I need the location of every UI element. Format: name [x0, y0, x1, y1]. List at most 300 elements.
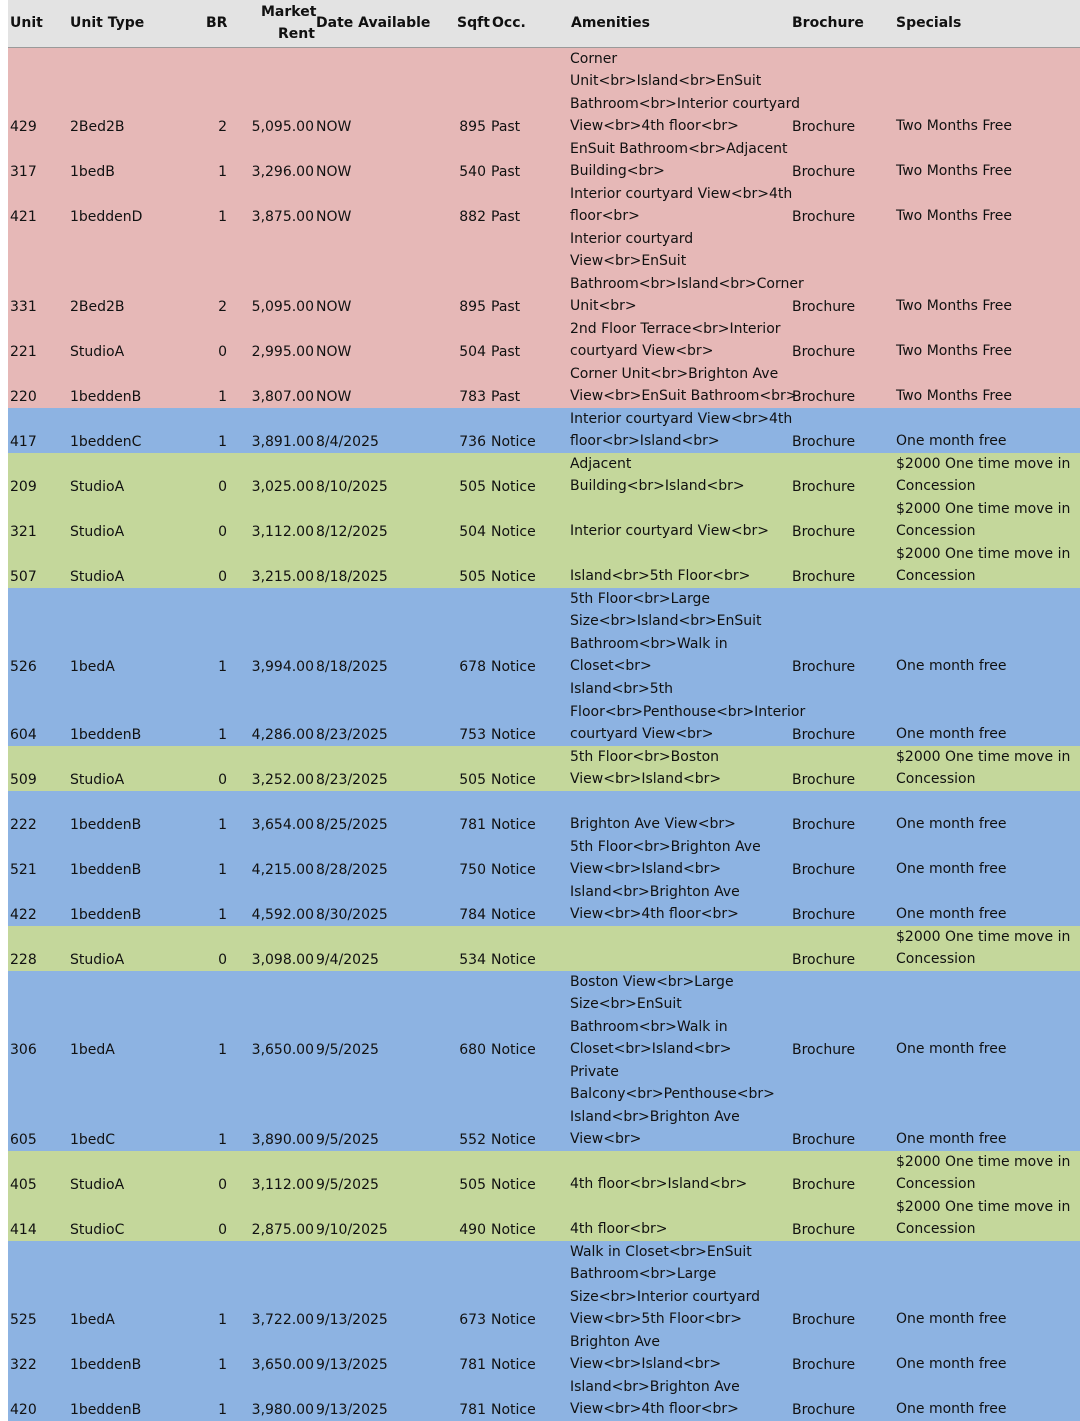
- amenity-line: 5th Floor<br>Brighton Ave: [570, 838, 761, 855]
- table-row: [8, 363, 1080, 408]
- cell-specials: [896, 1398, 1080, 1421]
- cell-date-available: NOW: [316, 389, 352, 405]
- cell-amenities: [570, 318, 800, 363]
- cell-unit-type: 1beddenB: [70, 817, 142, 833]
- cell-brochure[interactable]: Brochure: [792, 1132, 856, 1148]
- cell-date-available: NOW: [316, 209, 352, 225]
- special-line: Two Months Free: [896, 343, 1013, 360]
- cell-occ: Notice: [491, 862, 536, 878]
- table-row: [8, 498, 1080, 543]
- table-header: [8, 0, 1080, 48]
- cell-specials: [896, 385, 1080, 408]
- cell-unit-type: 2Bed2B: [70, 119, 125, 135]
- amenity-line: 4th floor<br>: [570, 1221, 668, 1238]
- special-line: One month free: [896, 861, 1007, 878]
- cell-sqft: 736: [459, 434, 486, 450]
- special-line: Two Months Free: [896, 163, 1013, 180]
- cell-brochure[interactable]: Brochure: [792, 727, 856, 743]
- cell-market-rent: 3,215.00: [251, 569, 314, 585]
- cell-br: 1: [218, 1042, 227, 1058]
- cell-unit: 422: [10, 907, 37, 923]
- special-line: One month free: [896, 1131, 1007, 1148]
- cell-br: 2: [218, 119, 227, 135]
- amenity-line: Interior courtyard View<br>: [570, 523, 769, 540]
- cell-unit: 209: [10, 479, 37, 495]
- cell-amenities: [570, 588, 800, 678]
- special-line: One month free: [896, 726, 1007, 743]
- header-brochure: Brochure: [792, 15, 864, 31]
- table-row: [8, 138, 1080, 183]
- cell-market-rent: 5,095.00: [251, 299, 314, 315]
- special-line: Concession: [896, 771, 976, 788]
- cell-amenities: [570, 228, 804, 318]
- special-line: One month free: [896, 1041, 1007, 1058]
- amenity-line: Bathroom<br>Island<br>Corner: [570, 275, 804, 292]
- cell-unit-type: StudioA: [70, 524, 125, 540]
- cell-br: 0: [218, 344, 227, 360]
- amenity-line: Island<br>5th Floor<br>: [570, 568, 751, 585]
- cell-date-available: 9/5/2025: [316, 1177, 379, 1193]
- cell-occ: Past: [491, 389, 521, 405]
- cell-unit: 605: [10, 1132, 37, 1148]
- amenity-line: 5th Floor<br>Boston: [570, 748, 720, 765]
- cell-date-available: 8/12/2025: [316, 524, 388, 540]
- cell-unit-type: 1beddenB: [70, 727, 142, 743]
- header-market-rent-line1: Market: [261, 4, 317, 20]
- cell-br: 1: [218, 389, 227, 405]
- cell-brochure[interactable]: Brochure: [792, 569, 856, 585]
- cell-amenities: [570, 565, 800, 588]
- cell-occ: Notice: [491, 1042, 536, 1058]
- amenity-line: 4th floor<br>Island<br>: [570, 1176, 748, 1193]
- cell-br: 0: [218, 569, 227, 585]
- cell-brochure[interactable]: Brochure: [792, 1402, 856, 1418]
- cell-occ: Notice: [491, 817, 536, 833]
- cell-amenities: [570, 1218, 800, 1241]
- table-row: [8, 881, 1080, 926]
- cell-unit-type: 1beddenB: [70, 907, 142, 923]
- cell-unit: 306: [10, 1042, 37, 1058]
- cell-br: 1: [218, 1132, 227, 1148]
- cell-market-rent: 3,098.00: [251, 952, 314, 968]
- cell-market-rent: 2,875.00: [251, 1222, 314, 1238]
- amenity-line: Closet<br>: [570, 658, 652, 675]
- cell-brochure[interactable]: Brochure: [792, 907, 856, 923]
- cell-occ: Notice: [491, 569, 536, 585]
- cell-date-available: 9/5/2025: [316, 1042, 379, 1058]
- cell-br: 1: [218, 1402, 227, 1418]
- amenity-line: Unit<br>Island<br>EnSuit: [570, 73, 762, 90]
- cell-date-available: 9/13/2025: [316, 1357, 388, 1373]
- amenity-line: Private: [570, 1063, 619, 1080]
- cell-specials: [896, 1196, 1080, 1241]
- cell-unit: 221: [10, 344, 37, 360]
- header-specials: Specials: [896, 15, 962, 31]
- amenity-line: Balcony<br>Penthouse<br>: [570, 1086, 775, 1103]
- cell-sqft: 504: [459, 344, 486, 360]
- cell-specials: [896, 430, 1080, 453]
- cell-occ: Past: [491, 209, 521, 225]
- cell-market-rent: 4,215.00: [251, 862, 314, 878]
- table-row: [8, 926, 1080, 971]
- cell-specials: [896, 1038, 1080, 1061]
- amenity-line: View<br>4th floor<br>: [570, 118, 739, 135]
- header-amenities: Amenities: [571, 15, 651, 31]
- cell-unit: 509: [10, 772, 37, 788]
- cell-brochure[interactable]: Brochure: [792, 164, 856, 180]
- cell-brochure[interactable]: Brochure: [792, 1177, 856, 1193]
- amenity-line: View<br>EnSuit: [570, 253, 687, 270]
- cell-market-rent: 3,296.00: [251, 164, 314, 180]
- cell-br: 1: [218, 1312, 227, 1328]
- amenity-line: View<br>4th floor<br>: [570, 906, 739, 923]
- header-sqft: Sqft: [457, 15, 490, 31]
- cell-specials: [896, 1128, 1080, 1151]
- special-line: $2000 One time move in: [896, 545, 1071, 562]
- cell-unit: 414: [10, 1222, 37, 1238]
- amenity-line: Size<br>Interior courtyard: [570, 1288, 761, 1305]
- cell-br: 1: [218, 862, 227, 878]
- table-row: [8, 183, 1080, 228]
- cell-specials: [896, 1308, 1080, 1331]
- amenity-line: Island<br>Brighton Ave: [570, 1108, 740, 1125]
- cell-market-rent: 4,286.00: [251, 727, 314, 743]
- cell-unit: 604: [10, 727, 37, 743]
- cell-brochure[interactable]: Brochure: [792, 817, 856, 833]
- table-row: [8, 1376, 1080, 1421]
- cell-occ: Notice: [491, 434, 536, 450]
- cell-date-available: 8/23/2025: [316, 727, 388, 743]
- cell-date-available: NOW: [316, 299, 352, 315]
- cell-unit: 405: [10, 1177, 37, 1193]
- cell-amenities: [570, 1173, 800, 1196]
- table-row: [8, 1151, 1080, 1196]
- cell-specials: [896, 655, 1080, 678]
- amenity-line: View<br>Island<br>: [570, 1356, 722, 1373]
- cell-unit-type: 1bedA: [70, 659, 115, 675]
- amenity-line: Bathroom<br>Walk in: [570, 635, 728, 652]
- cell-br: 1: [218, 1357, 227, 1373]
- special-line: $2000 One time move in: [896, 748, 1071, 765]
- cell-unit: 417: [10, 434, 37, 450]
- cell-brochure[interactable]: Brochure: [792, 524, 856, 540]
- special-line: Two Months Free: [896, 118, 1013, 135]
- cell-market-rent: 5,095.00: [251, 119, 314, 135]
- cell-specials: [896, 160, 1080, 183]
- cell-br: 0: [218, 772, 227, 788]
- amenity-line: View<br>: [570, 1131, 642, 1148]
- cell-sqft: 680: [459, 1042, 486, 1058]
- cell-sqft: 505: [459, 479, 486, 495]
- amenity-line: Brighton Ave: [570, 1333, 661, 1350]
- amenity-line: Island<br>5th: [570, 681, 674, 698]
- cell-specials: [896, 115, 1080, 138]
- cell-specials: [896, 926, 1080, 971]
- cell-amenities: [570, 746, 800, 791]
- cell-occ: Past: [491, 344, 521, 360]
- cell-amenities: [570, 836, 800, 881]
- cell-specials: [896, 340, 1080, 363]
- cell-br: 2: [218, 299, 227, 315]
- cell-date-available: 8/25/2025: [316, 817, 388, 833]
- header-unit: Unit: [10, 15, 43, 31]
- amenity-line: Bathroom<br>Interior courtyard: [570, 95, 801, 112]
- cell-unit-type: StudioA: [70, 952, 125, 968]
- cell-sqft: 753: [459, 727, 486, 743]
- cell-br: 1: [218, 434, 227, 450]
- special-line: One month free: [896, 1311, 1007, 1328]
- cell-occ: Notice: [491, 524, 536, 540]
- cell-date-available: 9/13/2025: [316, 1312, 388, 1328]
- cell-unit: 507: [10, 569, 37, 585]
- cell-market-rent: 3,890.00: [251, 1132, 314, 1148]
- cell-market-rent: 3,875.00: [251, 209, 314, 225]
- cell-market-rent: 3,807.00: [251, 389, 314, 405]
- cell-sqft: 504: [459, 524, 486, 540]
- cell-brochure[interactable]: Brochure: [792, 1222, 856, 1238]
- cell-specials: [896, 903, 1080, 926]
- cell-market-rent: 3,252.00: [251, 772, 314, 788]
- cell-specials: [896, 453, 1080, 498]
- amenity-line: Closet<br>Island<br>: [570, 1041, 732, 1058]
- cell-occ: Past: [491, 299, 521, 315]
- cell-unit: 331: [10, 299, 37, 315]
- cell-unit-type: StudioA: [70, 569, 125, 585]
- amenity-line: courtyard View<br>: [570, 726, 714, 743]
- table-row: [8, 408, 1080, 453]
- amenity-line: Interior courtyard: [570, 230, 694, 247]
- cell-date-available: NOW: [316, 344, 352, 360]
- amenity-line: Interior courtyard View<br>4th: [570, 185, 793, 202]
- header-occ: Occ.: [492, 15, 526, 31]
- cell-sqft: 505: [459, 1177, 486, 1193]
- cell-brochure[interactable]: Brochure: [792, 862, 856, 878]
- cell-sqft: 505: [459, 772, 486, 788]
- cell-date-available: 8/30/2025: [316, 907, 388, 923]
- cell-date-available: 8/18/2025: [316, 659, 388, 675]
- cell-market-rent: 3,112.00: [251, 524, 314, 540]
- cell-unit-type: StudioA: [70, 479, 125, 495]
- cell-occ: Notice: [491, 1222, 536, 1238]
- special-line: One month free: [896, 906, 1007, 923]
- amenity-line: Corner: [570, 50, 618, 67]
- table-row: [8, 836, 1080, 881]
- cell-brochure[interactable]: Brochure: [792, 434, 856, 450]
- cell-sqft: 784: [459, 907, 486, 923]
- table-row: [8, 48, 1080, 138]
- cell-brochure[interactable]: Brochure: [792, 772, 856, 788]
- cell-market-rent: 3,980.00: [251, 1402, 314, 1418]
- amenity-line: Building<br>Island<br>: [570, 478, 745, 495]
- cell-unit: 317: [10, 164, 37, 180]
- cell-brochure[interactable]: Brochure: [792, 659, 856, 675]
- cell-unit-type: 1bedC: [70, 1132, 116, 1148]
- cell-amenities: [570, 453, 800, 498]
- special-line: Concession: [896, 568, 976, 585]
- table-row: [8, 453, 1080, 498]
- special-line: One month free: [896, 1401, 1007, 1418]
- cell-amenities: [570, 48, 800, 138]
- special-line: Concession: [896, 478, 976, 495]
- cell-date-available: 8/18/2025: [316, 569, 388, 585]
- cell-sqft: 781: [459, 817, 486, 833]
- cell-unit-type: StudioA: [70, 1177, 125, 1193]
- cell-sqft: 895: [459, 299, 486, 315]
- cell-unit: 222: [10, 817, 37, 833]
- table-row: [8, 543, 1080, 588]
- cell-br: 0: [218, 479, 227, 495]
- special-line: Two Months Free: [896, 298, 1013, 315]
- cell-specials: [896, 1353, 1080, 1376]
- cell-unit-type: 1bedB: [70, 164, 115, 180]
- special-line: One month free: [896, 658, 1007, 675]
- cell-market-rent: 3,650.00: [251, 1042, 314, 1058]
- cell-unit: 322: [10, 1357, 37, 1373]
- cell-br: 0: [218, 952, 227, 968]
- amenity-line: View<br>EnSuit Bathroom<br>: [570, 388, 798, 405]
- cell-unit: 521: [10, 862, 37, 878]
- table-row: [8, 678, 1080, 746]
- cell-amenities: [570, 183, 800, 228]
- special-line: Concession: [896, 1221, 976, 1238]
- cell-amenities: [570, 138, 800, 183]
- cell-brochure[interactable]: Brochure: [792, 1312, 856, 1328]
- amenity-line: Floor<br>Penthouse<br>Interior: [570, 703, 806, 720]
- amenity-line: Building<br>: [570, 163, 665, 180]
- cell-date-available: 9/4/2025: [316, 952, 379, 968]
- cell-sqft: 750: [459, 862, 486, 878]
- special-line: Concession: [896, 523, 976, 540]
- amenity-line: Corner Unit<br>Brighton Ave: [570, 365, 779, 382]
- cell-br: 0: [218, 1177, 227, 1193]
- cell-market-rent: 3,722.00: [251, 1312, 314, 1328]
- cell-amenities: [570, 1061, 800, 1151]
- amenity-line: Island<br>Brighton Ave: [570, 883, 740, 900]
- cell-unit-type: 1beddenB: [70, 862, 142, 878]
- amenity-line: courtyard View<br>: [570, 343, 714, 360]
- cell-specials: [896, 813, 1080, 836]
- table-row: [8, 746, 1080, 791]
- cell-brochure[interactable]: Brochure: [792, 344, 856, 360]
- cell-unit-type: 1beddenD: [70, 209, 143, 225]
- cell-specials: [896, 205, 1080, 228]
- cell-amenities: [570, 881, 800, 926]
- cell-br: 1: [218, 659, 227, 675]
- special-line: Concession: [896, 1176, 976, 1193]
- header-unit-type: Unit Type: [70, 15, 145, 31]
- cell-unit-type: StudioA: [70, 772, 125, 788]
- cell-brochure[interactable]: Brochure: [792, 1357, 856, 1373]
- cell-unit-type: 1beddenB: [70, 1402, 142, 1418]
- amenity-line: Brighton Ave View<br>: [570, 816, 736, 833]
- cell-occ: Notice: [491, 907, 536, 923]
- cell-occ: Notice: [491, 1402, 536, 1418]
- amenity-line: 2nd Floor Terrace<br>Interior: [570, 320, 781, 337]
- special-line: Two Months Free: [896, 388, 1013, 405]
- cell-unit: 526: [10, 659, 37, 675]
- cell-date-available: 8/10/2025: [316, 479, 388, 495]
- table-row: [8, 1196, 1080, 1241]
- cell-unit: 525: [10, 1312, 37, 1328]
- table-row: [8, 1241, 1080, 1331]
- cell-unit-type: 1beddenB: [70, 1357, 142, 1373]
- cell-occ: Past: [491, 119, 521, 135]
- special-line: One month free: [896, 1356, 1007, 1373]
- cell-unit-type: 2Bed2B: [70, 299, 125, 315]
- cell-unit-type: StudioC: [70, 1222, 125, 1238]
- cell-market-rent: 3,650.00: [251, 1357, 314, 1373]
- special-line: Concession: [896, 951, 976, 968]
- special-line: $2000 One time move in: [896, 928, 1071, 945]
- amenity-line: Boston View<br>Large: [570, 973, 734, 990]
- cell-sqft: 781: [459, 1357, 486, 1373]
- special-line: $2000 One time move in: [896, 455, 1071, 472]
- cell-brochure[interactable]: Brochure: [792, 1042, 856, 1058]
- cell-specials: [896, 498, 1080, 543]
- cell-brochure[interactable]: Brochure: [792, 389, 856, 405]
- cell-amenities: [570, 678, 806, 746]
- cell-brochure[interactable]: Brochure: [792, 209, 856, 225]
- cell-date-available: 8/4/2025: [316, 434, 379, 450]
- cell-sqft: 490: [459, 1222, 486, 1238]
- cell-brochure[interactable]: Brochure: [792, 952, 856, 968]
- cell-sqft: 678: [459, 659, 486, 675]
- cell-date-available: NOW: [316, 164, 352, 180]
- special-line: One month free: [896, 816, 1007, 833]
- cell-unit: 420: [10, 1402, 37, 1418]
- cell-brochure[interactable]: Brochure: [792, 299, 856, 315]
- cell-market-rent: 3,025.00: [251, 479, 314, 495]
- cell-occ: Notice: [491, 1177, 536, 1193]
- cell-occ: Notice: [491, 659, 536, 675]
- cell-date-available: 9/10/2025: [316, 1222, 388, 1238]
- amenity-line: Size<br>Island<br>EnSuit: [570, 613, 762, 630]
- cell-market-rent: 2,995.00: [251, 344, 314, 360]
- cell-brochure[interactable]: Brochure: [792, 119, 856, 135]
- cell-unit-type: 1bedA: [70, 1042, 115, 1058]
- cell-occ: Notice: [491, 1312, 536, 1328]
- cell-unit-type: 1bedA: [70, 1312, 115, 1328]
- header-br: BR: [206, 15, 228, 31]
- amenity-line: Size<br>EnSuit: [570, 996, 682, 1013]
- cell-amenities: [570, 363, 800, 408]
- amenity-line: View<br>5th Floor<br>: [570, 1311, 742, 1328]
- cell-sqft: 781: [459, 1402, 486, 1418]
- special-line: One month free: [896, 433, 1007, 450]
- amenity-line: Interior courtyard View<br>4th: [570, 410, 793, 427]
- cell-sqft: 673: [459, 1312, 486, 1328]
- cell-occ: Notice: [491, 1357, 536, 1373]
- cell-market-rent: 4,592.00: [251, 907, 314, 923]
- cell-occ: Notice: [491, 772, 536, 788]
- cell-specials: [896, 1151, 1080, 1196]
- amenity-line: Adjacent: [570, 455, 632, 472]
- amenity-line: Unit<br>: [570, 298, 637, 315]
- special-line: $2000 One time move in: [896, 1198, 1071, 1215]
- cell-date-available: 9/5/2025: [316, 1132, 379, 1148]
- table-row: [8, 971, 1080, 1061]
- cell-brochure[interactable]: Brochure: [792, 479, 856, 495]
- cell-unit: 421: [10, 209, 37, 225]
- amenity-line: EnSuit Bathroom<br>Adjacent: [570, 140, 788, 157]
- amenity-line: View<br>Island<br>: [570, 771, 722, 788]
- special-line: $2000 One time move in: [896, 500, 1071, 517]
- cell-date-available: 8/23/2025: [316, 772, 388, 788]
- cell-unit-type: 1beddenB: [70, 389, 142, 405]
- amenity-line: Island<br>Brighton Ave: [570, 1378, 740, 1395]
- cell-br: 1: [218, 817, 227, 833]
- cell-occ: Notice: [491, 1132, 536, 1148]
